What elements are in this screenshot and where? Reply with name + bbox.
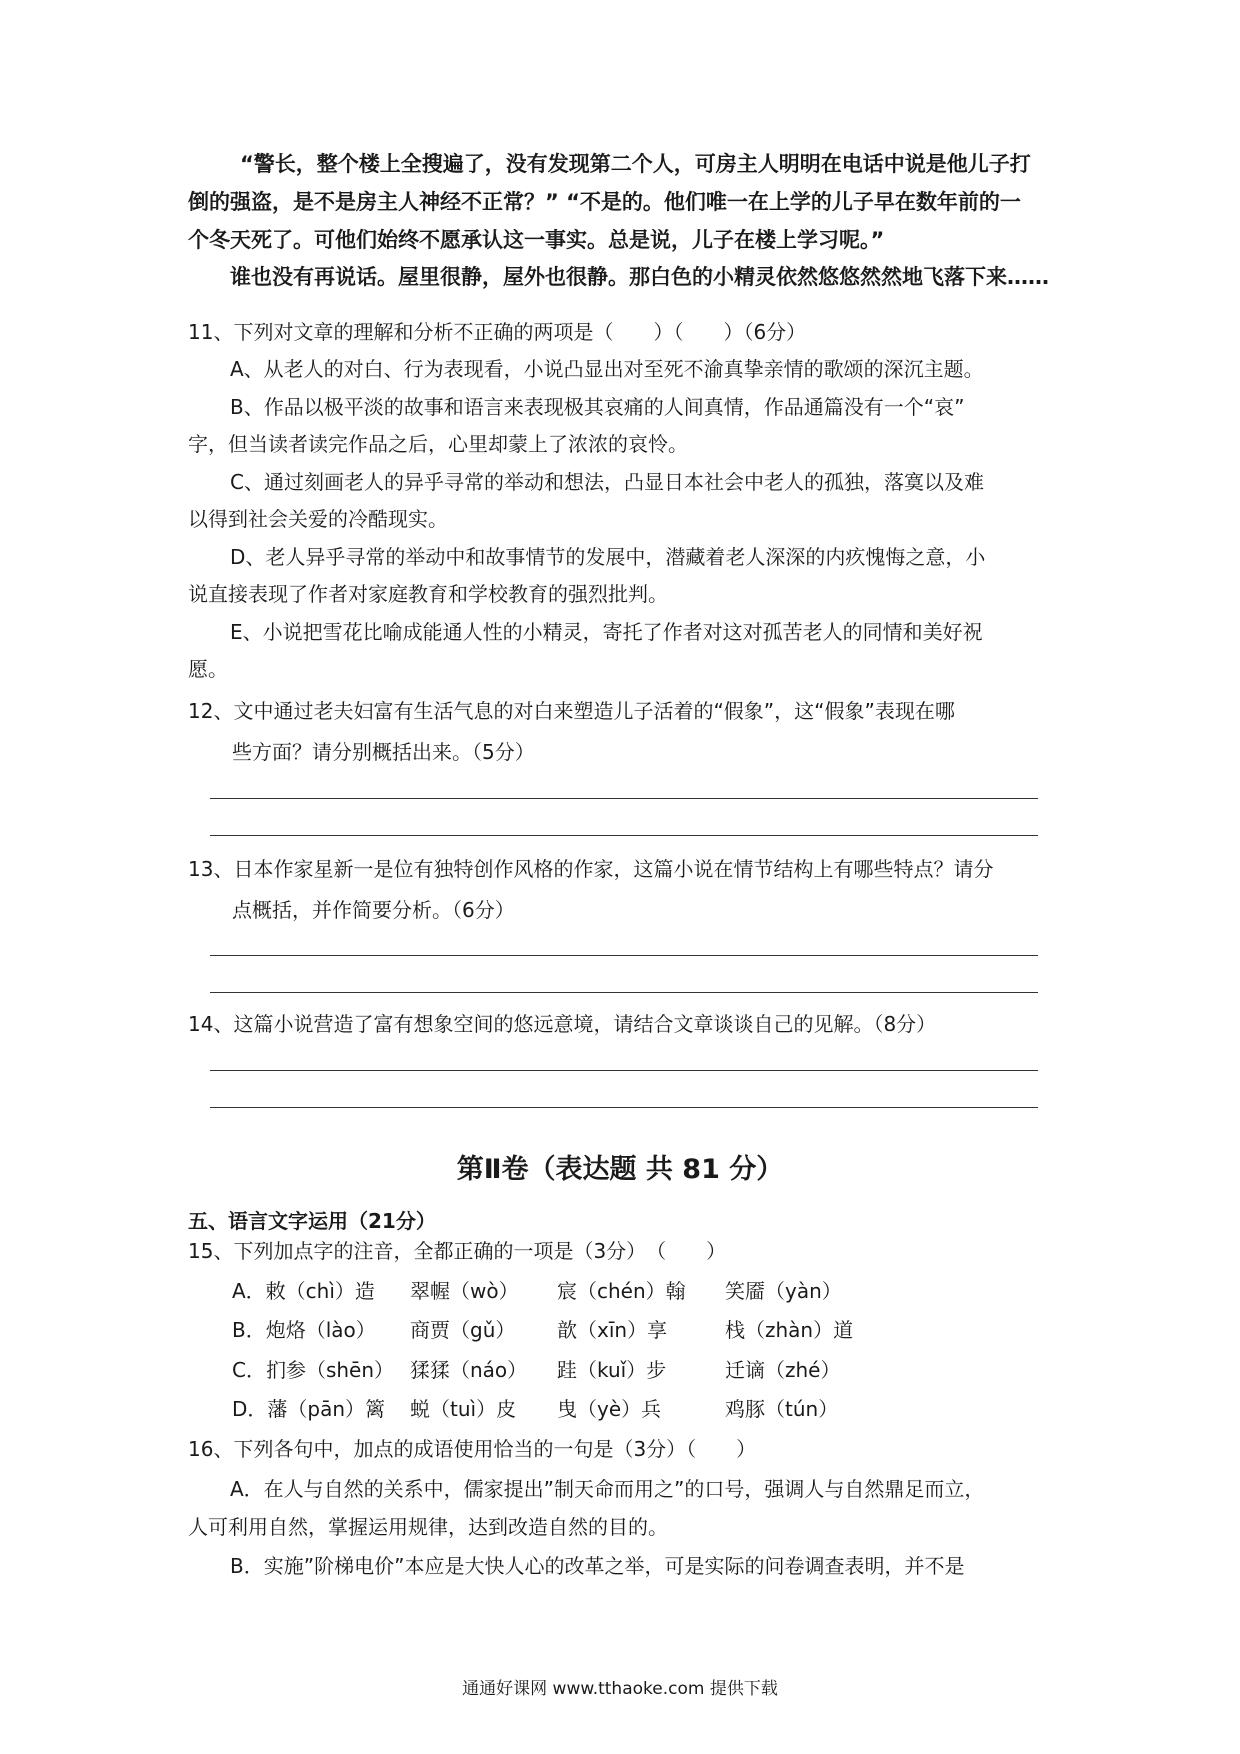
question-11-stem: 11、下列对文章的理解和分析不正确的两项是（ ）（ ）（6分） — [188, 320, 807, 344]
question-12-stem-cont: 些方面？请分别概括出来。（5分） — [232, 740, 535, 764]
question-15-b-1: B．炮烙（lào） — [232, 1318, 376, 1342]
question-13-stem: 13、日本作家星新一是位有独特创作风格的作家，这篇小说在情节结构上有哪些特点？请分 — [188, 857, 994, 881]
part-2-title: 第Ⅱ卷（表达题 共 81 分） — [456, 1154, 784, 1185]
section-5-heading: 五、语言文字运用（21分） — [188, 1209, 436, 1233]
answer-line — [210, 1070, 1038, 1071]
question-11-option-d-cont: 说直接表现了作者对家庭教育和学校教育的强烈批判。 — [188, 582, 668, 606]
question-11-option-c-cont: 以得到社会关爱的冷酷现实。 — [188, 507, 448, 531]
question-11-option-e: E、小说把雪花比喻成能通人性的小精灵，寄托了作者对这对孤苦老人的同情和美好祝 — [230, 620, 983, 644]
page-footer: 通通好课网 www.tthaoke.com 提供下载 — [462, 1679, 778, 1699]
question-15-b-3: 歆（xīn）享 — [557, 1318, 668, 1342]
question-15-a-2: 翠幄（wò） — [410, 1279, 519, 1303]
question-14-stem: 14、这篇小说营造了富有想象空间的悠远意境，请结合文章谈谈自己的见解。（8分） — [188, 1012, 937, 1036]
story-line: 个冬天死了。可他们始终不愿承认这一事实。总是说，儿子在楼上学习呢。” — [188, 228, 885, 252]
question-11-option-c: C、通过刻画老人的异乎寻常的举动和想法，凸显日本社会中老人的孤独，落寞以及难 — [230, 470, 984, 494]
question-15-c-4: 迁谪（zhé） — [725, 1358, 841, 1382]
question-12-stem: 12、文中通过老夫妇富有生活气息的对白来塑造儿子活着的“假象”，这“假象”表现在哪 — [188, 699, 955, 723]
question-15-stem: 15、下列加点字的注音，全都正确的一项是（3分） （ ） — [188, 1239, 727, 1263]
question-15-a-3: 宸（chén）翰 — [557, 1279, 686, 1303]
answer-line — [210, 955, 1038, 956]
question-15-d-2: 蜕（tuì）皮 — [410, 1397, 517, 1421]
question-15-d-1: D．藩（pān）篱 — [232, 1397, 386, 1421]
question-16-stem: 16、下列各句中，加点的成语使用恰当的一句是（3分）（ ） — [188, 1437, 757, 1461]
question-11-option-d: D、老人异乎寻常的举动中和故事情节的发展中，潜藏着老人深深的内疚愧悔之意，小 — [230, 545, 986, 569]
answer-line — [210, 835, 1038, 836]
question-16-option-b: B．实施”阶梯电价”本应是大快人心的改革之举，可是实际的问卷调查表明，并不是 — [230, 1554, 965, 1578]
question-11-option-b: B、作品以极平淡的故事和语言来表现极其哀痛的人间真情，作品通篇没有一个“哀” — [230, 395, 965, 419]
question-15-a-4: 笑靥（yàn） — [725, 1279, 842, 1303]
question-15-c-3: 跬（kuǐ）步 — [557, 1358, 667, 1382]
answer-line — [210, 798, 1038, 799]
question-15-b-2: 商贾（gǔ） — [410, 1318, 516, 1342]
question-11-option-a: A、从老人的对白、行为表现看，小说凸显出对至死不渝真挚亲情的歌颂的深沉主题。 — [230, 357, 984, 381]
answer-line — [210, 1107, 1038, 1108]
question-15-b-4: 栈（zhàn）道 — [725, 1318, 854, 1342]
question-15-c-1: C．扪参（shēn） — [232, 1358, 395, 1382]
question-16-option-a-cont: 人可利用自然，掌握运用规律，达到改造自然的目的。 — [188, 1515, 668, 1539]
question-13-stem-cont: 点概括，并作简要分析。（6分） — [232, 898, 515, 922]
story-line: 谁也没有再说话。屋里很静，屋外也很静。那白色的小精灵依然悠悠然然地飞落下来…… — [230, 265, 1049, 289]
question-15-c-2: 猱猱（náo） — [410, 1358, 528, 1382]
question-15-d-4: 鸡豚（tún） — [725, 1397, 839, 1421]
question-11-option-e-cont: 愿。 — [188, 657, 228, 681]
answer-line — [210, 992, 1038, 993]
story-line: “警长，整个楼上全搜遍了，没有发现第二个人，可房主人明明在电话中说是他儿子打 — [240, 152, 1031, 176]
question-15-a-1: A．敕（chì）造 — [232, 1279, 375, 1303]
question-11-option-b-cont: 字，但当读者读完作品之后，心里却蒙上了浓浓的哀怜。 — [188, 432, 688, 456]
story-line: 倒的强盗，是不是房主人神经不正常？” “不是的。他们唯一在上学的儿子早在数年前的一 — [188, 190, 1021, 214]
question-16-option-a: A．在人与自然的关系中，儒家提出”制天命而用之”的口号，强调人与自然鼎足而立， — [230, 1477, 985, 1501]
question-15-d-3: 曳（yè）兵 — [557, 1397, 662, 1421]
